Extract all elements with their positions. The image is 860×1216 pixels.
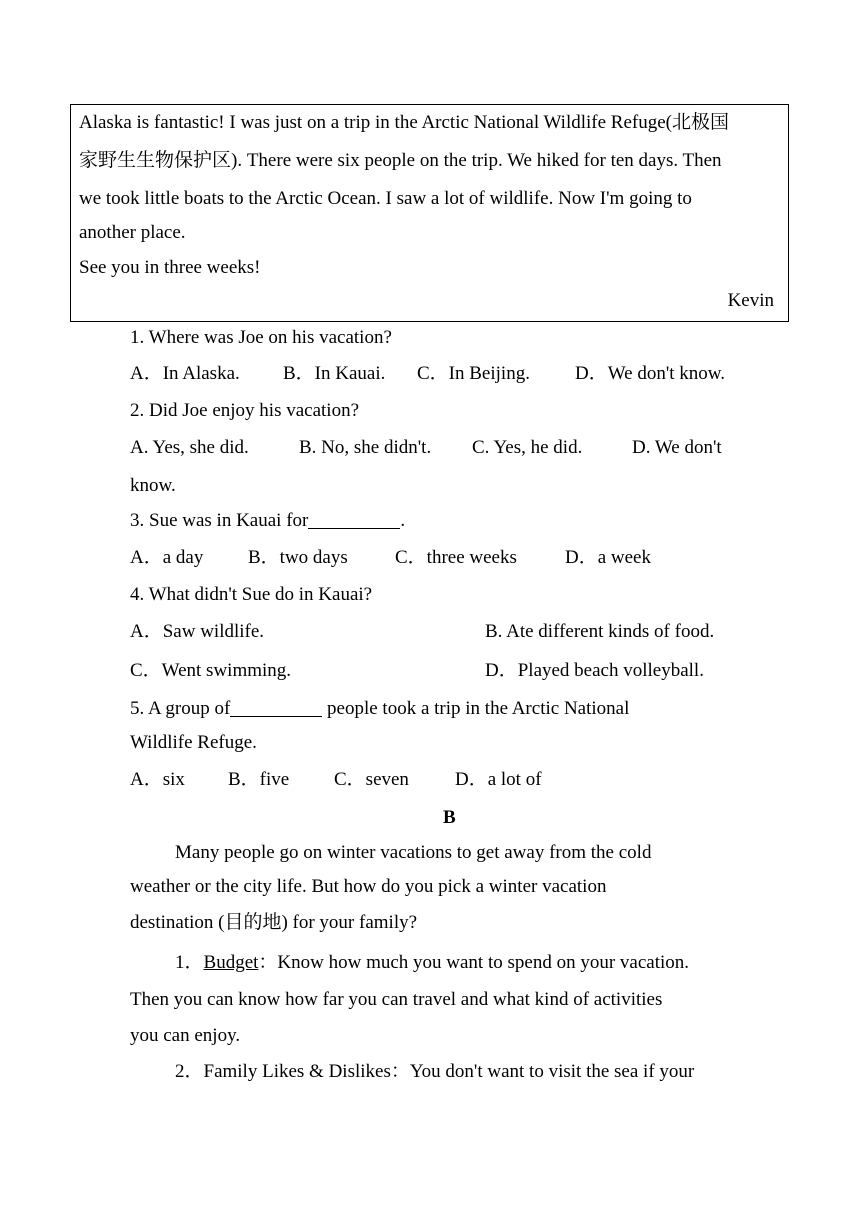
paragraph-line: weather or the city life. But how do you pick a winter vacation xyxy=(130,876,607,897)
question-3-option-b: B．two days xyxy=(248,547,348,568)
letter-line: 家野生生物保护区). There were six people on the trip. We hiked for ten days. Then xyxy=(79,150,722,171)
question-1-option-b: B．In Kauai. xyxy=(283,363,386,384)
item-1-line xyxy=(175,953,689,972)
question-2-stem: 2. Did Joe enjoy his vacation? xyxy=(130,400,360,421)
letter-line: we took little boats to the Arctic Ocean. I saw a lot of wildlife. Now I'm going to xyxy=(79,188,692,209)
question-3-stem xyxy=(130,511,405,530)
question-5-stem-text: 5. A group of xyxy=(130,698,231,719)
question-3-stem-end: . xyxy=(400,510,406,531)
question-3-option-d: D．a week xyxy=(565,547,651,568)
question-1-option-d: D．We don't know. xyxy=(575,363,726,384)
question-2-option-a: A. Yes, she did. xyxy=(130,437,249,458)
question-3-option-a: A．a day xyxy=(130,547,204,568)
letter-signature: Kevin xyxy=(727,290,774,311)
paragraph-line: you can enjoy. xyxy=(130,1025,241,1046)
question-5-stem-rest: people took a trip in the Arctic National xyxy=(327,698,630,719)
question-5-stem xyxy=(130,699,629,718)
paragraph-line: Many people go on winter vacations to get away from the cold xyxy=(175,842,652,863)
answer-blank xyxy=(230,699,322,717)
paragraph-line: Then you can know how far you can travel and what kind of activities xyxy=(130,989,663,1010)
question-4-option-a: A．Saw wildlife. xyxy=(130,621,265,642)
question-5-option-d: D．a lot of xyxy=(455,769,542,790)
question-5-option-b: B．five xyxy=(228,769,290,790)
question-5-option-c: C．seven xyxy=(334,769,409,790)
item-1-label: Budget xyxy=(203,952,259,973)
letter-line: See you in three weeks! xyxy=(79,257,261,278)
paragraph-line: destination (目的地) for your family? xyxy=(130,912,418,933)
question-5-option-a: A．six xyxy=(130,769,185,790)
question-1-option-a: A．In Alaska. xyxy=(130,363,240,384)
question-2-option-c: C. Yes, he did. xyxy=(472,437,583,458)
question-2-option-b: B. No, she didn't. xyxy=(299,437,432,458)
question-1-stem: 1. Where was Joe on his vacation? xyxy=(130,327,392,348)
question-4-option-c: C．Went swimming. xyxy=(130,660,292,681)
question-2-continuation: know. xyxy=(130,475,176,496)
question-1-option-c: C．In Beijing. xyxy=(417,363,530,384)
letter-line: Alaska is fantastic! I was just on a trip in the Arctic National Wildlife Refuge(北极国 xyxy=(79,112,729,133)
item-1-text: ：Know how much you want to spend on your vacation. xyxy=(258,952,690,973)
section-heading: B xyxy=(443,807,456,828)
question-4-stem: 4. What didn't Sue do in Kauai? xyxy=(130,584,373,605)
item-1-number: 1． xyxy=(175,952,204,973)
question-3-stem-text: 3. Sue was in Kauai for xyxy=(130,510,309,531)
answer-blank xyxy=(308,511,400,529)
item-2-line: 2．Family Likes & Dislikes：You don't want to visit the sea if your xyxy=(175,1061,695,1082)
question-5-stem-line2: Wildlife Refuge. xyxy=(130,732,257,753)
question-2-option-d: D. We don't xyxy=(632,437,722,458)
letter-box xyxy=(70,104,789,322)
letter-line: another place. xyxy=(79,222,186,243)
question-3-option-c: C．three weeks xyxy=(395,547,517,568)
question-4-option-d: D．Played beach volleyball. xyxy=(485,660,704,681)
question-4-option-b: B. Ate different kinds of food. xyxy=(485,621,715,642)
